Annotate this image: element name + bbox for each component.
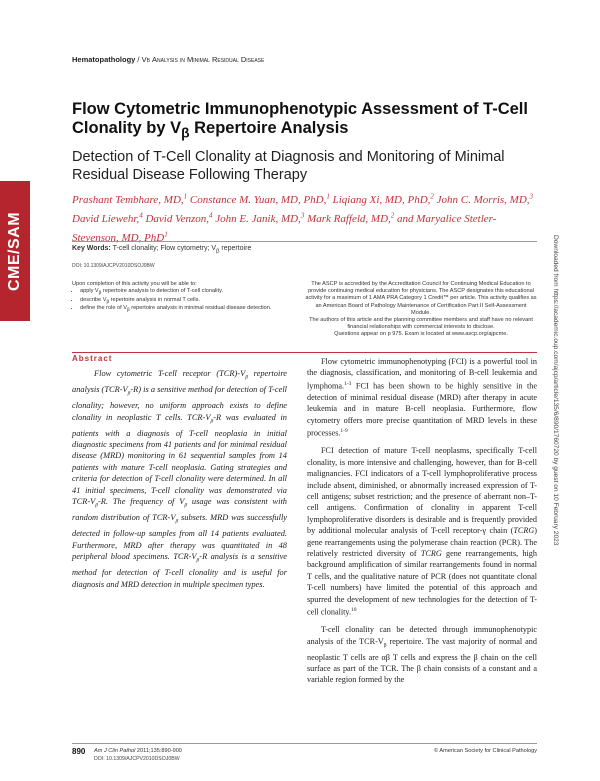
- footer-doi: DOI: 10.1309/AJCPV2010DSOJ0BW: [94, 756, 180, 762]
- title-part-2: Repertoire Analysis: [189, 119, 349, 137]
- body-text: [307, 356, 537, 692]
- download-note-text: Downloaded from https://academic.oup.com/ajcp/article/135/6/890/1760720 by guest on 10 February 2023: [552, 235, 559, 546]
- objective-item: • describe $V_\beta$ repertoire analysis in normal T cells.: [80, 297, 287, 305]
- body-paragraph: FCI detection of mature T-cell neoplasms, specifically T-cell clonality, is more intensive and challenging, however, than for B-cell malignancies. FCI indicators of a T-cell lymphoproliferative process include absent, diminished, or abnormally increased expression of T-cell antigens; subset restriction; and the presence of aberrant non–T-cell antigens. Confirmation of clonality in apparent T-cell lymphoproliferative disorders is desirable and is frequently provided by additional molecular analysis of T-cell receptor-γ chain (TCRG) gene rearrangements using the polymerase chain reaction (PCR). The relatively restricted diversity of TCRG gene rearrangements, high background amplification of similar rearrangements found in normal T cells, and the qualitative nature of PCR (does not quantitate clonal T-cell numbers) have limited the potential of this approach and spurred the development of new technologies for the detection of T-cell clonality.$^{10}$: [307, 446, 537, 617]
- author: and Maryalice Stetler-Stevenson, MD, PhD$^1$: [72, 212, 497, 244]
- ascp-accreditation: [305, 281, 537, 339]
- author: David Liewehr,$^4$: [72, 211, 143, 225]
- author-list: [72, 189, 542, 246]
- abstract-heading: Abstract: [72, 354, 113, 363]
- article-subtitle: Detection of T-Cell Clonality at Diagnosis and Monitoring of Minimal Residual Disease Following Therapy: [72, 149, 505, 183]
- objective-item: • apply $V_\beta$ repertoire analysis to detection of T-cell clonality.: [80, 288, 287, 296]
- copyright: © American Society for Clinical Pathology: [434, 748, 537, 754]
- author: Constance M. Yuan, MD, PhD,$^1$: [189, 192, 330, 206]
- author: Liqiang Xi, MD, PhD,$^2$: [332, 192, 434, 206]
- body-paragraph: Flow cytometric immunophenotyping (FCI) is a powerful tool in the diagnosis, classification, and monitoring of B-cell leukemia and lymphoma.$^{1-3}$ FCI has been shown to be highly sensitive in the detection of minimal residual disease (MRD) after therapy in acute leukemia and in mature B-cell neoplasia. Furthermore, flow cytometry offers more precise quantitation of MRD levels in these processes.$^{1-9}$: [307, 357, 537, 438]
- running-head: [72, 55, 264, 64]
- ascp-paragraph: The ASCP is accredited by the Accreditation Council for Continuing Medical Education to provide continuing medical education for physicians. The ASCP designates this educational activity for a maximum of 1 AMA PRA Category 1 Credit™ per article. This activity qualifies as an American Board of Pathology Maintenance of Certification Part II Self-Assessment Module.: [305, 281, 537, 316]
- keywords-label: Key Words:: [72, 245, 111, 252]
- keywords-text: T-cell clonality; Flow cytometry; V: [112, 245, 217, 252]
- ascp-paragraph: The authors of this article and the planning committee members and staff have no relevant financial relationships with commercial interests to disclose.: [309, 317, 533, 331]
- abstract-paragraph: Flow cytometric T-cell receptor $(TCR)-V_\beta$ repertoire analysis $(TCR-V_\beta-R)$ is a sensitive method for detection of T-cell clonality; however, no uniform approach exists to define clonality in neoplastic T cells. TCR-$V_\beta-R$ was evaluated in patients with a diagnosis of T-cell neoplasia in initial diagnostic specimens from 41 patients and for minimal residual disease (MRD) monitoring in 61 sequential samples from 14 patients with mature T-cell neoplasia. Gating strategies and criteria for detection of T-cell clonality were determined. In all 41 initial specimens, T-cell clonality was demonstrated via TCR-$V_\beta-R$. The frequency of $V_\beta$ usage was consistent with random distribution of TCR-$V_\beta$ subsets. MRD was successfully detected in follow-up samples from all 14 patients evaluated. Furthermore, MRD after therapy was quantitated in 48 peripheral blood specimens. TCR-$V_\beta-R$ analysis is a sensitive method for detection of T-cell clonality and is useful for diagnosis and MRD detection in multiple specimen types.: [72, 369, 287, 589]
- objective-item: • define the role of $V_\beta$ repertoire analysis in minimal residual disease detection.: [80, 305, 287, 313]
- author: John C. Morris, MD,$^3$: [436, 192, 534, 206]
- keywords-divider: [72, 241, 537, 242]
- author: Prashant Tembhare, MD,$^1$: [72, 192, 188, 206]
- journal-volume: 2011;135:890-900: [135, 748, 182, 754]
- doi-line: DOI: 10.1309/AJCPV2010DSOJ0BW: [72, 263, 155, 269]
- author: David Venzon,$^4$: [145, 211, 213, 225]
- author: John E. Janik, MD,$^3$: [215, 211, 305, 225]
- journal-citation: [94, 748, 182, 754]
- journal-name: Am J Clin Pathol: [94, 748, 136, 754]
- keywords: [72, 245, 542, 254]
- body-paragraph: T-cell clonality can be detected through immunophenotypic analysis of the TCR-$V_\beta$ repertoire. The vast majority of normal and neoplastic T cells are αβ T cells and express the β chain on the cell surface as part of the TCR. The β chain consists of a constant and a variable region formed by the: [307, 625, 537, 685]
- keywords-subscript: β: [216, 248, 220, 255]
- cme-sam-tab: [0, 181, 30, 321]
- article-title: [72, 100, 542, 142]
- author: Mark Raffeld, MD,$^2$: [307, 211, 395, 225]
- running-head-topic: Vβ Analysis in Minimal Residual Disease: [141, 55, 265, 64]
- keywords-text-end: repertoire: [219, 245, 252, 252]
- title-part-1: Flow Cytometric Immunophenotypic Assessment of T-Cell Clonality by V: [72, 100, 528, 137]
- footer-divider: [72, 743, 537, 744]
- objectives-intro: Upon completion of this activity you will be able to:: [72, 281, 197, 287]
- title-subscript: β: [181, 125, 190, 141]
- cme-sam-label: CME/SAM: [6, 211, 23, 291]
- running-head-section: Hematopathology: [72, 55, 136, 64]
- page-number: 890: [72, 747, 86, 756]
- ascp-paragraph: Questions appear on p 975. Exam is located at www.ascp.org/ajpcme.: [334, 331, 508, 338]
- learning-objectives: [72, 281, 287, 313]
- download-note: [552, 235, 566, 755]
- running-head-separator: /: [135, 55, 142, 64]
- abstract-divider: [72, 352, 537, 353]
- abstract-body: [72, 368, 287, 590]
